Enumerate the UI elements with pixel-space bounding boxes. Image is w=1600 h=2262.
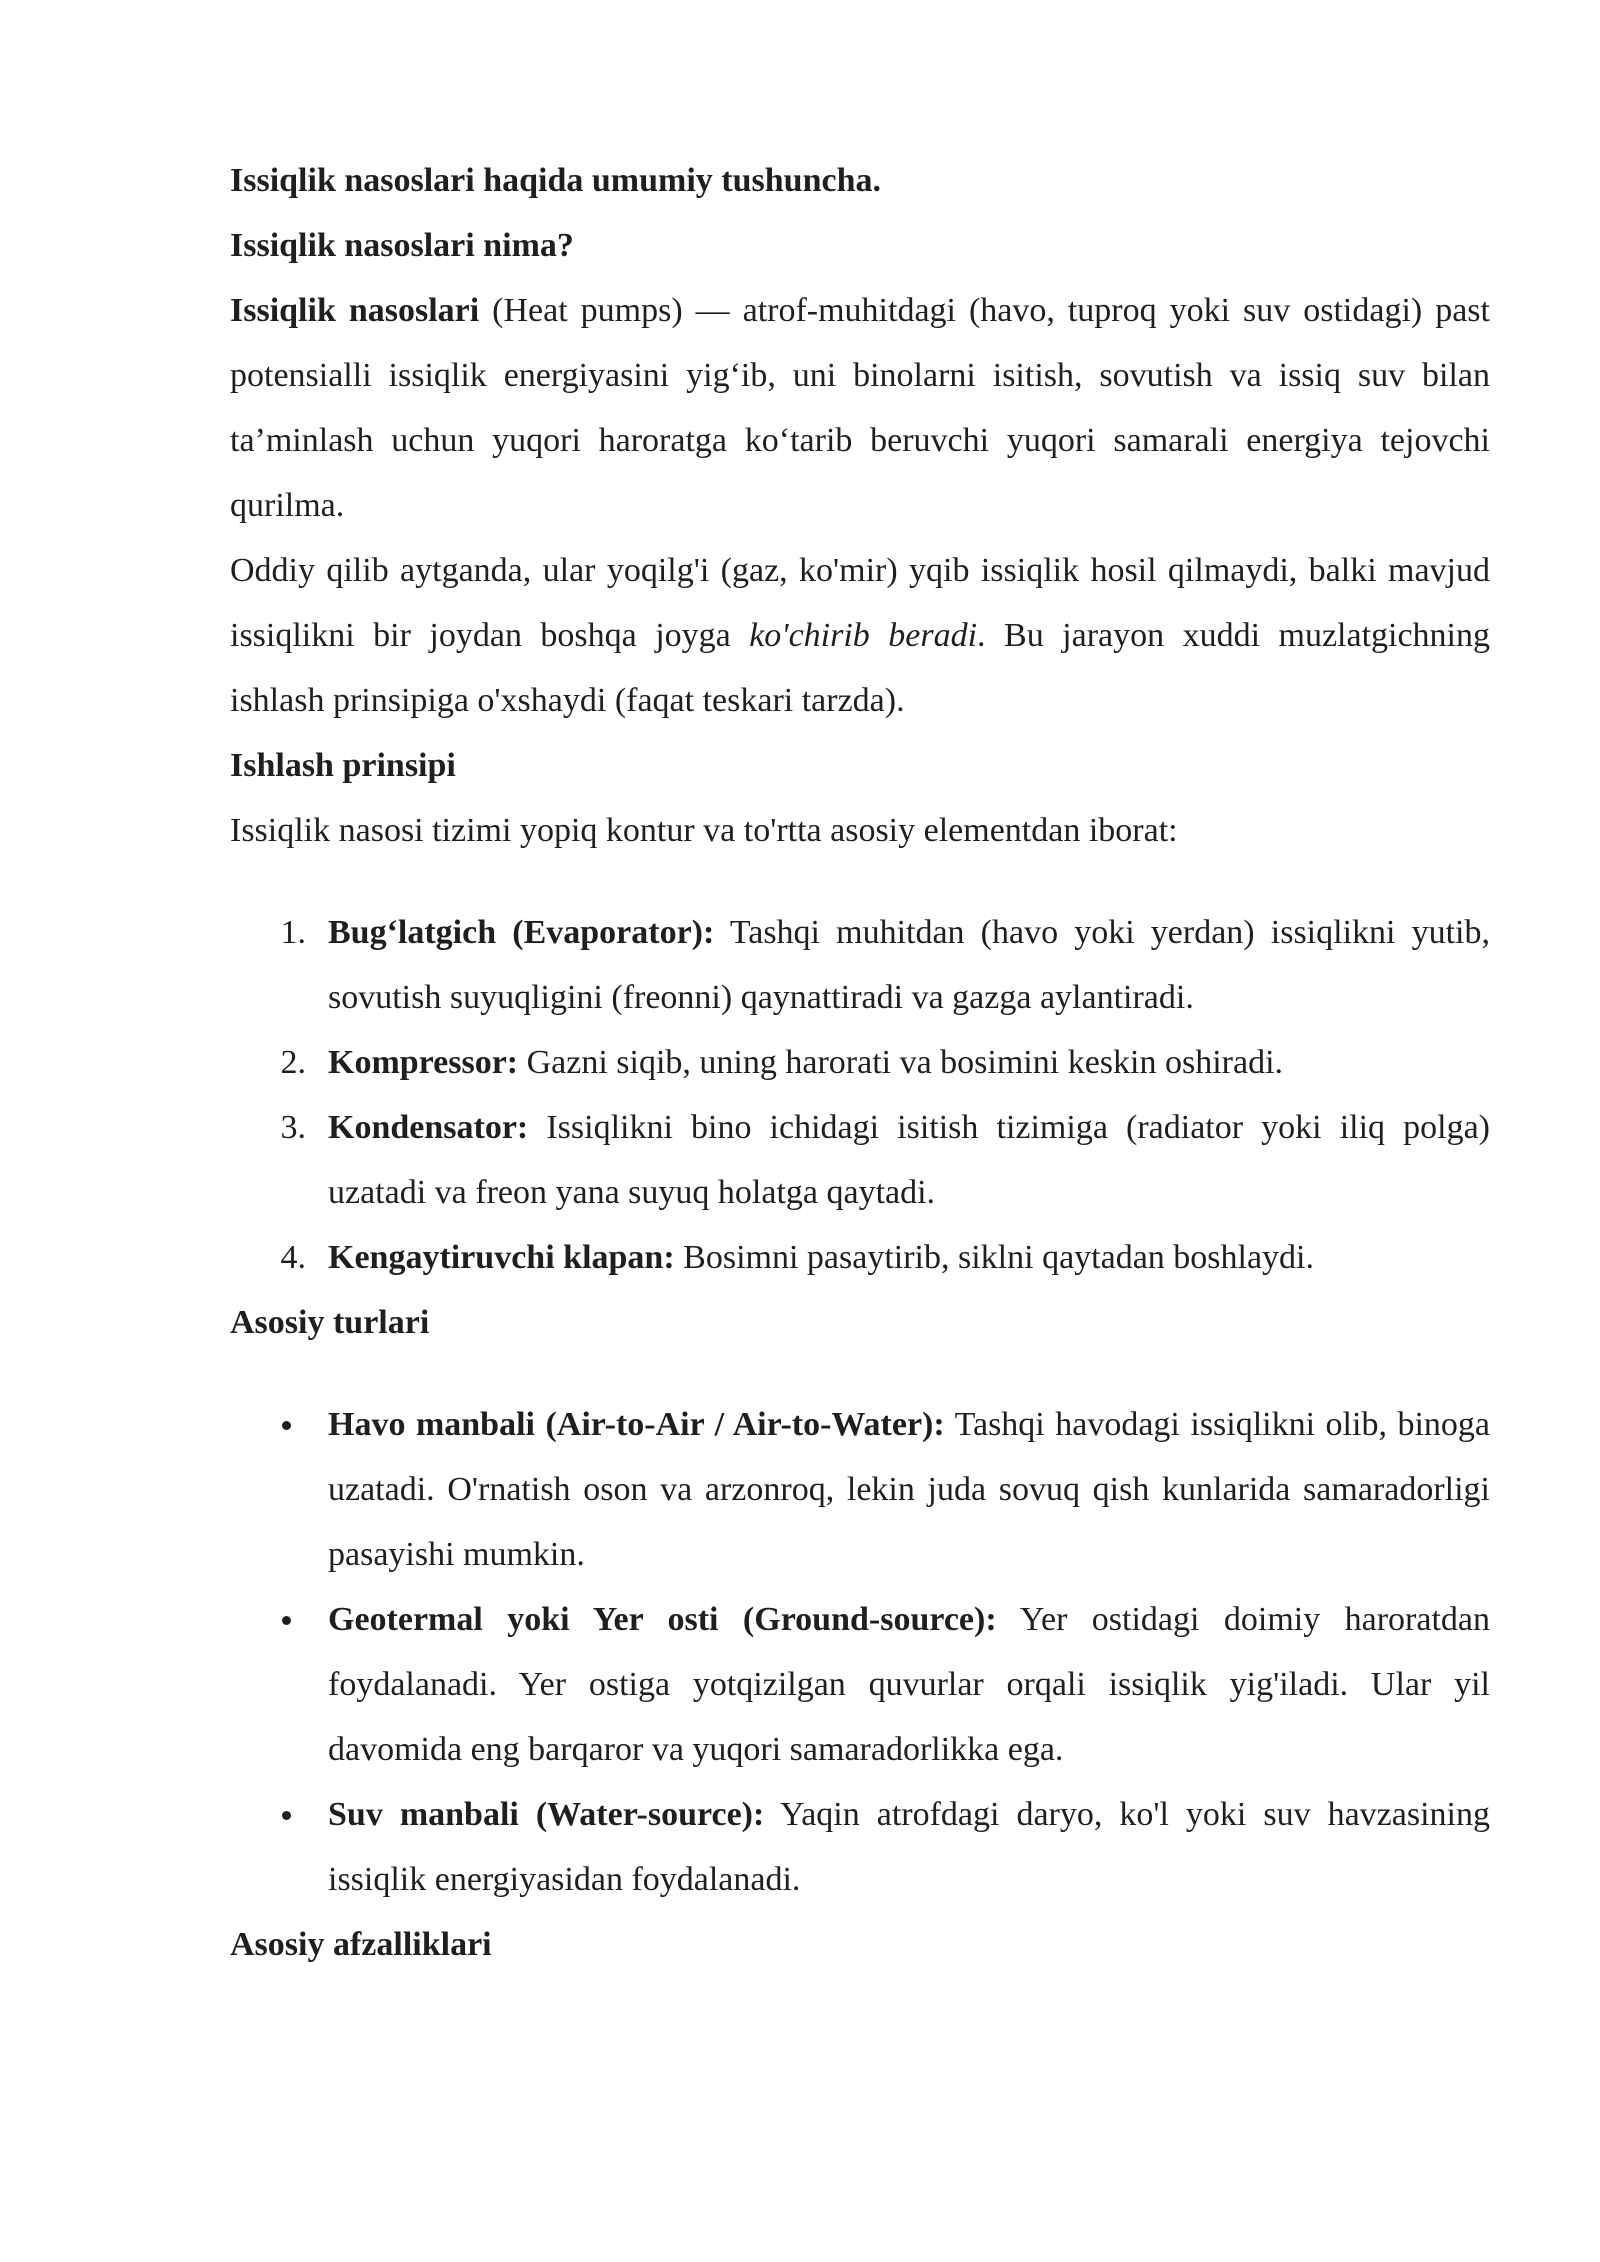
list-number: 2. [280,1044,306,1081]
list-item-term: Geotermal yoki Yer osti (Ground-source): [328,1601,997,1638]
list-item-text: Yer ostidagi doimiy haroratdan foydalanadi. Yer ostiga yotqizilgan quvurlar orqali issiqlik yig'iladi. Ular yil davomida eng barqaror va yuqori samaradorlikka ega. [328,1601,1491,1768]
list-number: 1. [280,914,306,951]
list-item [230,1030,1490,1095]
list-item-term: Bug‘latgich (Evaporator): [328,914,715,951]
list-item-term: Kengaytiruvchi klapan: [328,1239,675,1276]
simple-text-after: . Bu jarayon xuddi muzlatgichning ishlash prinsipiga o'xshaydi (faqat teskari tarzda). [230,617,1491,719]
list-item-term: Havo manbali (Air-to-Air / Air-to-Water): [328,1406,945,1443]
elements-list [230,900,1490,1290]
document-title: Issiqlik nasoslari haqida umumiy tushuncha. [230,162,881,199]
simple-paragraph [230,538,1490,733]
section-heading-types: Asosiy turlari [230,1304,430,1341]
list-item [230,1095,1490,1225]
list-item [230,1587,1490,1782]
list-item-term: Suv manbali (Water-source): [328,1796,765,1833]
bullet-icon [282,1811,291,1820]
bullet-icon [282,1421,291,1430]
types-list [230,1392,1490,1912]
principle-paragraph: Issiqlik nasosi tizimi yopiq kontur va to'rtta asosiy elementdan iborat: [230,812,1178,849]
list-item-text: Gazni siqib, uning harorati va bosimini keskin oshiradi. [518,1044,1284,1081]
section-heading-principle: Ishlash prinsipi [230,747,456,784]
list-item [230,1392,1490,1587]
simple-text-italic: ko'chirib beradi [749,617,978,654]
list-item-term: Kompressor: [328,1044,519,1081]
intro-term: Issiqlik nasoslari [230,292,480,329]
section-heading-what: Issiqlik nasoslari nima? [230,227,574,264]
list-number: 3. [280,1109,306,1146]
list-item [230,1782,1490,1912]
list-item-text: Yaqin atrofdagi daryo, ko'l yoki suv havzasining issiqlik energiyasidan foydalanadi. [328,1796,1490,1898]
intro-paragraph [230,278,1490,538]
simple-text-before: Oddiy qilib aytganda, ular yoqilg'i (gaz, ko'mir) yqib issiqlik hosil qilmaydi, balki mavjud issiqlikni bir joydan boshqa joyga [230,552,1490,654]
list-item-text: Tashqi havodagi issiqlikni olib, binoga uzatadi. O'rnatish oson va arzonroq, lekin juda sovuq qish kunlarida samaradorligi pasayishi mumkin. [328,1406,1490,1573]
list-item-text: Tashqi muhitdan (havo yoki yerdan) issiqlikni yutib, sovutish suyuqligini (freonni) qaynattiradi va gazga aylantiradi. [328,914,1490,1016]
list-item [230,900,1490,1030]
intro-text: (Heat pumps) — atrof-muhitdagi (havo, tuproq yoki suv ostidagi) past potensialli issiqlik energiyasini yig‘ib, uni binolarni isitish, sovutish va issiq suv bilan ta’minlash uchun yuqori haroratga ko‘tarib beruvchi yuqori samarali energiya tejovchi qurilma. [230,292,1490,524]
bullet-icon [282,1616,291,1625]
list-number: 4. [280,1239,306,1276]
list-item-text: Bosimni pasaytirib, siklni qaytadan boshlaydi. [674,1239,1314,1276]
list-item [230,1225,1490,1290]
document-page [230,148,1490,1977]
list-item-term: Kondensator: [328,1109,529,1146]
section-heading-advantages: Asosiy afzalliklari [230,1926,492,1963]
list-item-text: Issiqlikni bino ichidagi isitish tizimiga (radiator yoki iliq polga) uzatadi va freon yana suyuq holatga qaytadi. [328,1109,1490,1211]
